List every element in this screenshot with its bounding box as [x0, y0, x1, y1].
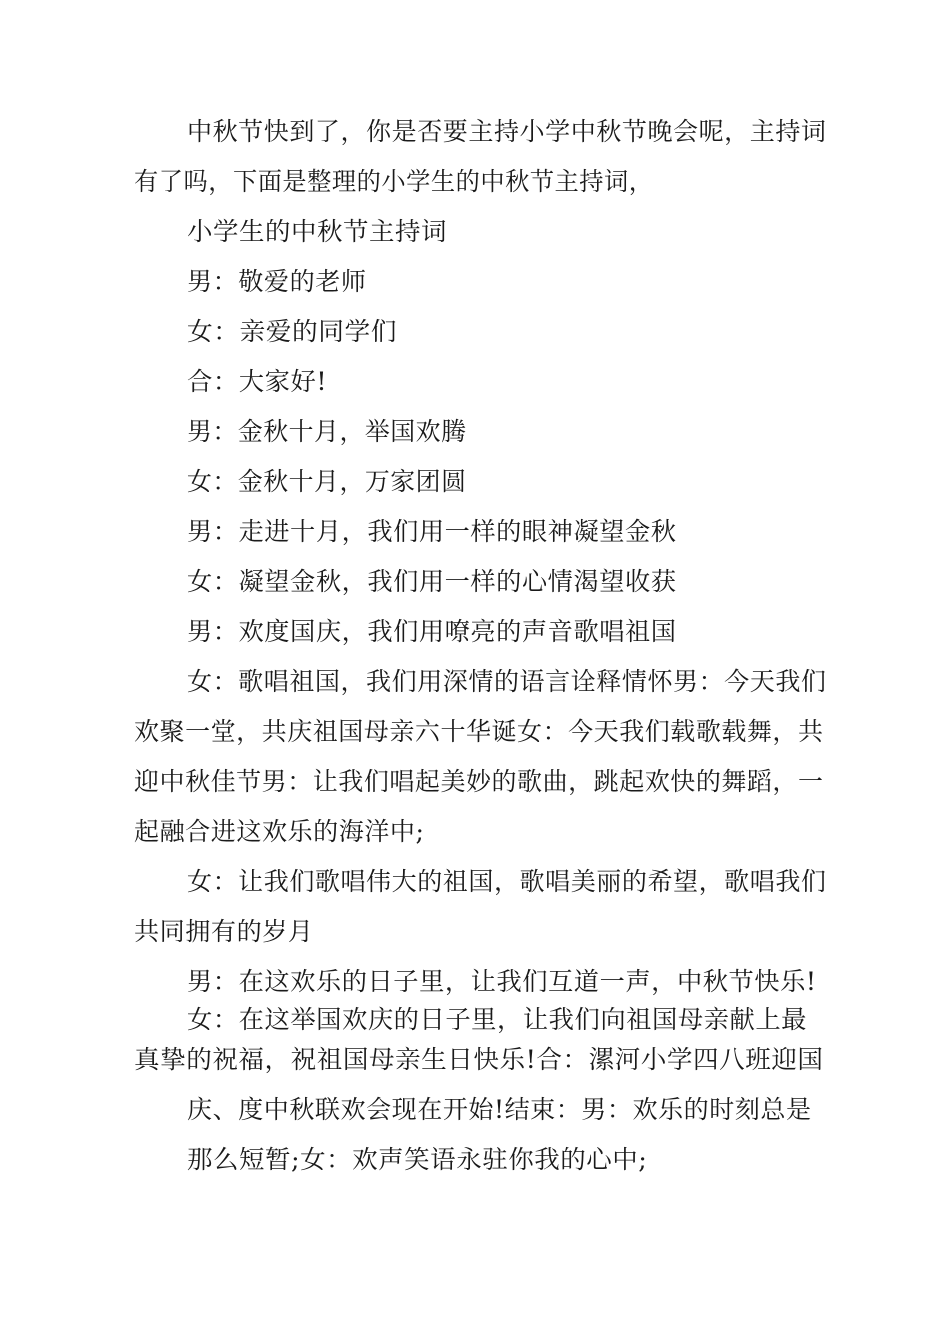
dialogue-line: 女：凝望金秋，我们用一样的心情渴望收获	[187, 567, 677, 596]
section-title: 小学生的中秋节主持词	[187, 217, 448, 246]
dialogue-line: 真挚的祝福，祝祖国母亲生日快乐!合：漯河小学四八班迎国	[134, 1045, 824, 1074]
dialogue-line: 女：金秋十月，万家团圆	[187, 467, 467, 496]
dialogue-line: 合：大家好!	[187, 367, 328, 396]
dialogue-line: 女：歌唱祖国，我们用深情的语言诠释情怀男：今天我们	[187, 667, 827, 696]
dialogue-line: 女：在这举国欢庆的日子里，让我们向祖国母亲献上最	[187, 1005, 808, 1034]
dialogue-line: 女：让我们歌唱伟大的祖国，歌唱美丽的希望，歌唱我们	[187, 867, 827, 896]
dialogue-line: 男：敬爱的老师	[187, 267, 367, 296]
dialogue-line: 起融合进这欢乐的海洋中;	[134, 817, 425, 846]
dialogue-line: 男：走进十月，我们用一样的眼神凝望金秋	[187, 517, 677, 546]
dialogue-line: 男：在这欢乐的日子里，让我们互道一声，中秋节快乐!	[187, 967, 817, 996]
paragraph-line: 中秋节快到了，你是否要主持小学中秋节晚会呢，主持词	[187, 117, 827, 146]
dialogue-line: 共同拥有的岁月	[134, 917, 314, 946]
dialogue-line: 男：欢度国庆，我们用嘹亮的声音歌唱祖国	[187, 617, 677, 646]
paragraph-line: 有了吗，下面是整理的小学生的中秋节主持词，	[134, 167, 654, 196]
dialogue-line: 男：金秋十月，举国欢腾	[187, 417, 467, 446]
dialogue-line: 迎中秋佳节男：让我们唱起美妙的歌曲，跳起欢快的舞蹈，一	[134, 767, 824, 796]
dialogue-line: 庆、度中秋联欢会现在开始!结束：男：欢乐的时刻总是	[187, 1095, 812, 1124]
dialogue-line: 那么短暂;女：欢声笑语永驻你我的心中;	[187, 1145, 648, 1174]
dialogue-line: 欢聚一堂，共庆祖国母亲六十华诞女：今天我们载歌载舞，共	[134, 717, 824, 746]
dialogue-line: 女：亲爱的同学们	[187, 317, 398, 346]
